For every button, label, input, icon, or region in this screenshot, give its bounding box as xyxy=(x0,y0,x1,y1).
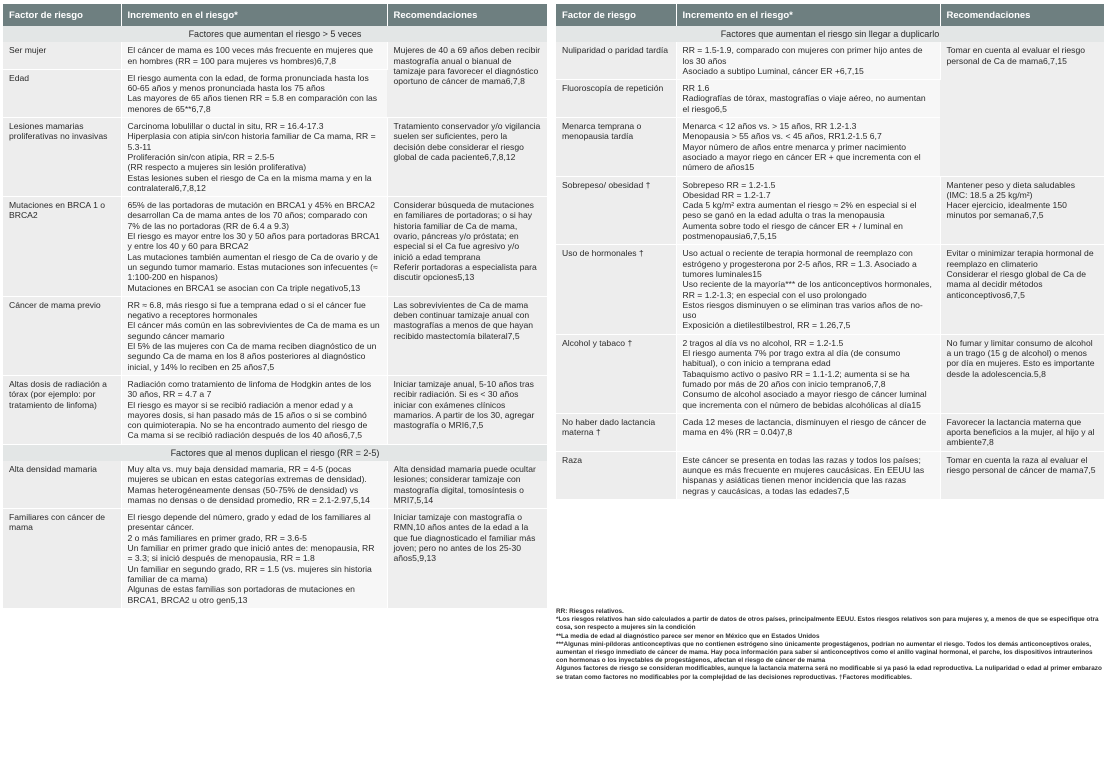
increment-line: Este cáncer se presenta en todas las razas y todos los países; aunque es más frecuente en mujeres caucásicas. En EEUU las hispanas y asiáticas tienen menor incidencia que las razas negras y caucásicas, a todas las edades7,5 xyxy=(682,454,925,496)
risk-factor-cell: Raza xyxy=(556,451,676,499)
risk-increment-cell xyxy=(676,413,940,451)
increment-line: El cáncer más común en las sobrevivientes de Ca de mama es un segundo cáncer mamario xyxy=(127,320,380,341)
table-row xyxy=(3,509,547,609)
header-factor: Factor de riesgo xyxy=(3,4,121,26)
increment-line: RR ≈ 6.8, más riesgo si fue a temprana edad o si el cáncer fue negativo a receptores hormonales xyxy=(127,299,366,321)
increment-line: Proliferación sin/con atipia, RR = 2.5-5 xyxy=(127,151,275,162)
increment-line: Un familiar en segundo grado, RR = 1.5 (vs. mujeres sin historia familiar de ca mama) xyxy=(127,563,372,584)
increment-line: Aumenta sobre todo el riesgo de cáncer ER + / luminal en postmenopausia6,7,5,15 xyxy=(682,220,903,242)
increment-line: RR 1.6 xyxy=(682,83,710,94)
risk-increment-cell xyxy=(121,461,387,509)
risk-factor-cell: Uso de hormonales † xyxy=(556,245,676,334)
header-increment: Incremento en el riesgo* xyxy=(121,4,387,26)
recommendation-cell xyxy=(940,334,1104,413)
risk-increment-cell xyxy=(121,69,387,117)
table-row xyxy=(3,118,547,197)
section-title: Factores que aumentan el riesgo sin llegar a duplicarlo xyxy=(556,26,1104,42)
increment-line: Sobrepeso RR = 1.2-1.5 xyxy=(682,179,776,190)
increment-line: Uso actual o reciente de terapia hormonal de reemplazo con estrógeno y progesterona por 2-5 años, RR = 1.3. Asociado a tumores luminales15 xyxy=(682,248,917,279)
recommendation-line: Tomar en cuenta al evaluar el riesgo personal de Ca de mama6,7,15 xyxy=(946,45,1086,66)
increment-line: Cada 12 meses de lactancia, disminuyen el riesgo de cáncer de mama en 4% (RR = 0.04)7,8 xyxy=(682,416,927,438)
increment-line: Carcinoma lobulillar o ductal in situ, RR = 16.4-17.3 xyxy=(127,121,324,132)
risk-factor-cell: No haber dado lactancia materna † xyxy=(556,413,676,451)
increment-line: 65% de las portadoras de mutación en BRCA1 y 45% en BRCA2 desarrollan Ca de mama antes de los 70 años; comparado con 7% de las no portadoras (RR de 6.4 a 9.3) xyxy=(127,200,375,231)
recommendation-cell xyxy=(387,375,547,444)
increment-line: Radiación como tratamiento de linfoma de Hodgkin antes de los 30 años, RR = 4.7 a 7 xyxy=(127,378,372,400)
increment-line: Mutaciones en BRCA1 se asocian con Ca triple negativo5,13 xyxy=(127,282,361,293)
header-factor: Factor de riesgo xyxy=(556,4,676,26)
increment-line: El riesgo es mayor entre los 30 y 50 años para portadoras BRCA1 y entre los 40 y 60 para BRCA2 xyxy=(127,231,380,252)
increment-line: Obesidad RR = 1.2-1.7 xyxy=(682,189,771,200)
risk-increment-cell xyxy=(121,296,387,375)
recommendation-line: Hacer ejercicio, idealmente 150 minutos por semana6,7,5 xyxy=(946,200,1067,221)
increment-line: Algunas de estas familias son portadoras de mutaciones en BRCA1, BRCA2 u otro gen5,13 xyxy=(127,584,355,605)
risk-factor-cell: Familiares con cáncer de mama xyxy=(3,509,121,609)
increment-line: El riesgo aumenta 7% por trago extra al día (de consumo habitual), o con inicio a temprana edad xyxy=(682,348,901,369)
recommendation-cell xyxy=(940,413,1104,451)
table-row xyxy=(556,334,1104,413)
risk-factor-cell: Mutaciones en BRCA 1 o BRCA2 xyxy=(3,197,121,297)
section-row xyxy=(556,26,1104,42)
increment-line: Mamas heterogéneamente densas (50-75% de densidad) vs mamas no densas o de densidad promedio, RR = 2.1-2.97,5,14 xyxy=(127,484,370,505)
increment-line: Radiografías de tórax, mastografías o viaje aéreo, no aumentan el riesgo6,5 xyxy=(682,93,926,114)
increment-line: El riesgo aumenta con la edad, de forma pronunciada hasta los 60-65 años y menos pronunciada hasta los 75 años xyxy=(127,72,369,94)
footnotes xyxy=(556,608,1104,682)
table-row xyxy=(556,245,1104,334)
risk-factor-cell: Fluoroscopía de repetición xyxy=(556,80,676,118)
increment-line: El 5% de las mujeres con Ca de mama reciben diagnóstico de un segundo Ca de mama en los 8 años posteriores al diagnóstico inicial, y 14% lo reciben en 25 años7,5 xyxy=(127,341,377,372)
recommendation-line: Considerar el riesgo global de Ca de mama al decidir métodos anticonceptivos6,7,5 xyxy=(946,268,1086,300)
recommendation-cell xyxy=(387,197,547,297)
footnote-line: **La media de edad al diagnóstico parece ser menor en México que en Estados Unidos xyxy=(556,632,820,640)
risk-factor-cell: Ser mujer xyxy=(3,42,121,69)
increment-line: (RR respecto a mujeres sin lesión proliferativa) xyxy=(127,162,307,173)
recommendation-cell xyxy=(387,509,547,609)
header-recommendations: Recomendaciones xyxy=(940,4,1104,26)
increment-line: Mayor número de años entre menarca y primer nacimiento asociado a mayor riego en cáncer ER + que incrementa con el número de años15 xyxy=(682,141,921,173)
recommendation-line: Tomar en cuenta la raza al evaluar el riesgo personal de cáncer de mama7,5 xyxy=(946,454,1096,475)
risk-factor-cell: Lesiones mamarias proliferativas no invasivas xyxy=(3,118,121,197)
risk-increment-cell xyxy=(676,118,940,176)
table-row xyxy=(3,461,547,509)
risk-factors-table-left xyxy=(3,4,547,609)
risk-factor-cell: Cáncer de mama previo xyxy=(3,296,121,375)
increment-line: Asociado a subtipo Luminal, cáncer ER +6,7,15 xyxy=(682,65,864,76)
increment-line: Uso reciente de la mayoría*** de los anticonceptivos hormonales, RR = 1.2-1.3; en especial con el uso prolongado xyxy=(682,279,932,300)
table-row xyxy=(556,451,1104,499)
section-title: Factores que al menos duplican el riesgo (RR = 2-5) xyxy=(3,444,547,461)
section-row xyxy=(3,444,547,461)
risk-factor-cell: Alcohol y tabaco † xyxy=(556,334,676,413)
increment-line: Las mayores de 65 años tienen RR = 5.8 en comparación con las menores de 65**6,7,8 xyxy=(127,93,378,114)
recommendation-line: Iniciar tamizaje con mastografía o RMN,10 años antes de la edad a la que fue diagnosticado el familiar más joven; pero no antes de los 25-30 años5,9,13 xyxy=(393,512,536,564)
increment-line: El riesgo depende del número, grado y edad de los familiares al presentar cáncer. xyxy=(127,512,371,533)
risk-increment-cell xyxy=(676,245,940,334)
table-row xyxy=(556,176,1104,245)
increment-line: Las mutaciones también aumentan el riesgo de Ca de ovario y de un segundo tumor mamario. Estas mutaciones son infecuentes (≈ 1:100-200 en hispanos) xyxy=(127,251,378,283)
risk-increment-cell xyxy=(121,42,387,69)
table-header-row xyxy=(556,4,1104,26)
recommendation-cell xyxy=(387,118,547,197)
section-row xyxy=(3,26,547,42)
risk-factor-cell: Altas dosis de radiación a tórax (por ejemplo: por tratamiento de linfoma) xyxy=(3,375,121,444)
footnote-line: ***Algunas mini-píldoras anticonceptivas que no contienen estrógeno sino únicamente progestágenos, podrían no aumentar el riesgo. Todos los demás anticonceptivos orales, aumentan el riesgo inmediato de cáncer de mama. Hay poca información para saber si anticonceptivos como el anillo vaginal hormonal, el parche, los dispositivos intrauterinos con hormonas o los inyectables de progestágenos, afectan el riesgo de cáncer de mama xyxy=(556,640,1093,665)
recommendation-line: Referir portadoras a especialista para discutir opciones5,13 xyxy=(393,261,537,283)
recommendation-cell xyxy=(940,245,1104,334)
increment-line: Hiperplasia con atipia sin/con historia familiar de Ca mama, RR = 5.3-11 xyxy=(127,131,376,152)
recommendation-line: Evitar o minimizar terapia hormonal de reemplazo en climaterio xyxy=(946,248,1094,269)
risk-factors-table-right xyxy=(556,4,1104,500)
risk-increment-cell xyxy=(121,509,387,609)
table-row xyxy=(3,42,547,69)
increment-line: RR = 1.5-1.9, comparado con mujeres con primer hijo antes de los 30 años xyxy=(682,45,923,66)
increment-line: Consumo de alcohol asociado a mayor riesgo de cáncer luminal que incrementa con el número de bebidas alcohólicas al día15 xyxy=(682,389,927,410)
increment-line: Cada 5 kg/m² extra aumentan el riesgo ≈ 2% en especial si el peso se ganó en la edad adulta o tras la menopausia xyxy=(682,200,917,221)
increment-line: El cáncer de mama es 100 veces más frecuente en mujeres que en hombres (RR = 100 para mujeres vs hombres)6,7,8 xyxy=(127,45,374,66)
recommendation-cell xyxy=(940,451,1104,499)
header-recommendations: Recomendaciones xyxy=(387,4,547,26)
risk-increment-cell xyxy=(676,42,940,79)
recommendation-line: Tratamiento conservador y/o vigilancia suelen ser suficientes, pero la decisión debe considerar el riesgo global de cada paciente6,7,8,12 xyxy=(393,121,541,162)
table-row xyxy=(3,197,547,297)
recommendation-line: No fumar y limitar consumo de alcohol a un trago (15 g de alcohol) o menos por día en mujeres. Esto es importante desde la adolescencia.5,8 xyxy=(946,337,1095,379)
recommendation-line: Mantener peso y dieta saludables (IMC: 18.5 a 25 kg/m²) xyxy=(946,179,1076,200)
risk-increment-cell xyxy=(121,197,387,297)
increment-line: Un familiar en primer grado que inició antes de: menopausia, RR = 3.3; si inició después de menopausia, RR = 1.8 xyxy=(127,543,375,564)
recommendation-cell xyxy=(387,42,547,117)
footnote-line: Algunos factores de riesgo se consideran modificables, aunque la lactancia materna será no modificable si ya pasó la edad reproductiva. La nuliparidad o edad al primer embarazo se tratan como factores no modificables por la complejidad de las decisiones reproductivas. †Factores modificables. xyxy=(556,665,1102,681)
footnote-line: RR: Riesgos relativos. xyxy=(556,608,624,615)
recommendation-line: Alta densidad mamaria puede ocultar lesiones; considerar tamizaje con mastografía digital, tomosíntesis o MRI7,5,14 xyxy=(393,463,536,505)
recommendation-line: Favorecer la lactancia materna que aporta beneficios a la mujer, al hijo y al ambiente7,8 xyxy=(946,416,1095,448)
recommendation-line: Iniciar tamizaje anual, 5-10 años tras recibir radiación. Si es < 30 años iniciar con exámenes clínicos mamarios. A partir de los 30, agregar mastografía o MRI6,7,5 xyxy=(393,378,535,431)
risk-factor-cell: Nuliparidad o paridad tardía xyxy=(556,42,676,79)
risk-increment-cell xyxy=(676,451,940,499)
risk-factor-cell: Sobrepeso/ obesidad † xyxy=(556,176,676,245)
risk-increment-cell xyxy=(676,334,940,413)
recommendation-cell xyxy=(940,176,1104,245)
header-increment: Incremento en el riesgo* xyxy=(676,4,940,26)
table-row xyxy=(3,375,547,444)
increment-line: Estos riesgos disminuyen o se eliminan tras varios años de no-uso xyxy=(682,299,923,321)
footnote-line: *Los riesgos relativos han sido calculados a partir de datos de otros países, principalmente EEUU. Estos riesgos relativos son para mujeres y, a menos de que se especifique otra cosa, son respecto a mujeres sin la condición xyxy=(556,616,1099,632)
risk-increment-cell xyxy=(121,375,387,444)
risk-factor-cell: Edad xyxy=(3,69,121,117)
table-header-row xyxy=(3,4,547,26)
increment-line: Exposición a dietilestilbestrol, RR = 1.26,7,5 xyxy=(682,320,851,331)
risk-factor-cell: Menarca temprana o menopausia tardía xyxy=(556,118,676,176)
increment-line: Menopausia > 55 años vs. < 45 años, RR1.2-1.5 6,7 xyxy=(682,131,882,142)
section-title: Factores que aumentan el riesgo > 5 veces xyxy=(3,26,547,42)
recommendation-cell xyxy=(387,461,547,509)
increment-line: Muy alta vs. muy baja densidad mamaria, RR = 4-5 (pocas mujeres se ubican en estas categorías extremas de densidad). xyxy=(127,463,367,485)
increment-line: Estas lesiones suben el riesgo de Ca en la misma mama y en la contralateral6,7,8,12 xyxy=(127,172,372,193)
recommendation-line: Considerar búsqueda de mutaciones en familiares de portadoras; o si hay historia familiar de Ca de mama, ovario, páncreas y/o próstata; en especial si el Ca fue agresivo y/o inició a edad temprana xyxy=(393,200,534,262)
recommendation-cell xyxy=(387,296,547,375)
recommendation-line: Las sobrevivientes de Ca de mama deben continuar tamizaje anual con mastografías a menos de que hayan recibido mastectomía bilateral7,5 xyxy=(393,299,533,341)
increment-line: El riesgo es mayor si se recibió radiación a menor edad y a mayores dosis, si han pasado más de 15 años o si se combinó con quimioterapia. No se ha encontrado aumento del riesgo de Ca mama si se recibió radiación después de los 40 años6,7,5 xyxy=(127,399,368,441)
increment-line: Menarca < 12 años vs. > 15 años, RR 1.2-1.3 xyxy=(682,121,857,132)
table-row xyxy=(556,42,1104,79)
increment-line: 2 tragos al día vs no alcohol, RR = 1.2-1.5 xyxy=(682,337,844,348)
risk-increment-cell xyxy=(676,80,940,118)
recommendation-line: Mujeres de 40 a 69 años deben recibir mastografía anual o bianual de tamizaje para favorecer el diagnóstico oportuno de cáncer de mama6,7,8 xyxy=(393,45,541,87)
risk-increment-cell xyxy=(676,176,940,245)
increment-line: 2 o más familiares en primer grado, RR = 3.6-5 xyxy=(127,532,307,543)
risk-increment-cell xyxy=(121,118,387,197)
table-row xyxy=(556,413,1104,451)
recommendation-cell xyxy=(940,42,1104,176)
risk-factor-cell: Alta densidad mamaria xyxy=(3,461,121,509)
increment-line: Tabaquismo activo o pasivo RR = 1.1-1.2; aumenta si se ha fumado por más de 20 años con inicio temprano6,7,8 xyxy=(682,368,910,389)
table-row xyxy=(3,296,547,375)
